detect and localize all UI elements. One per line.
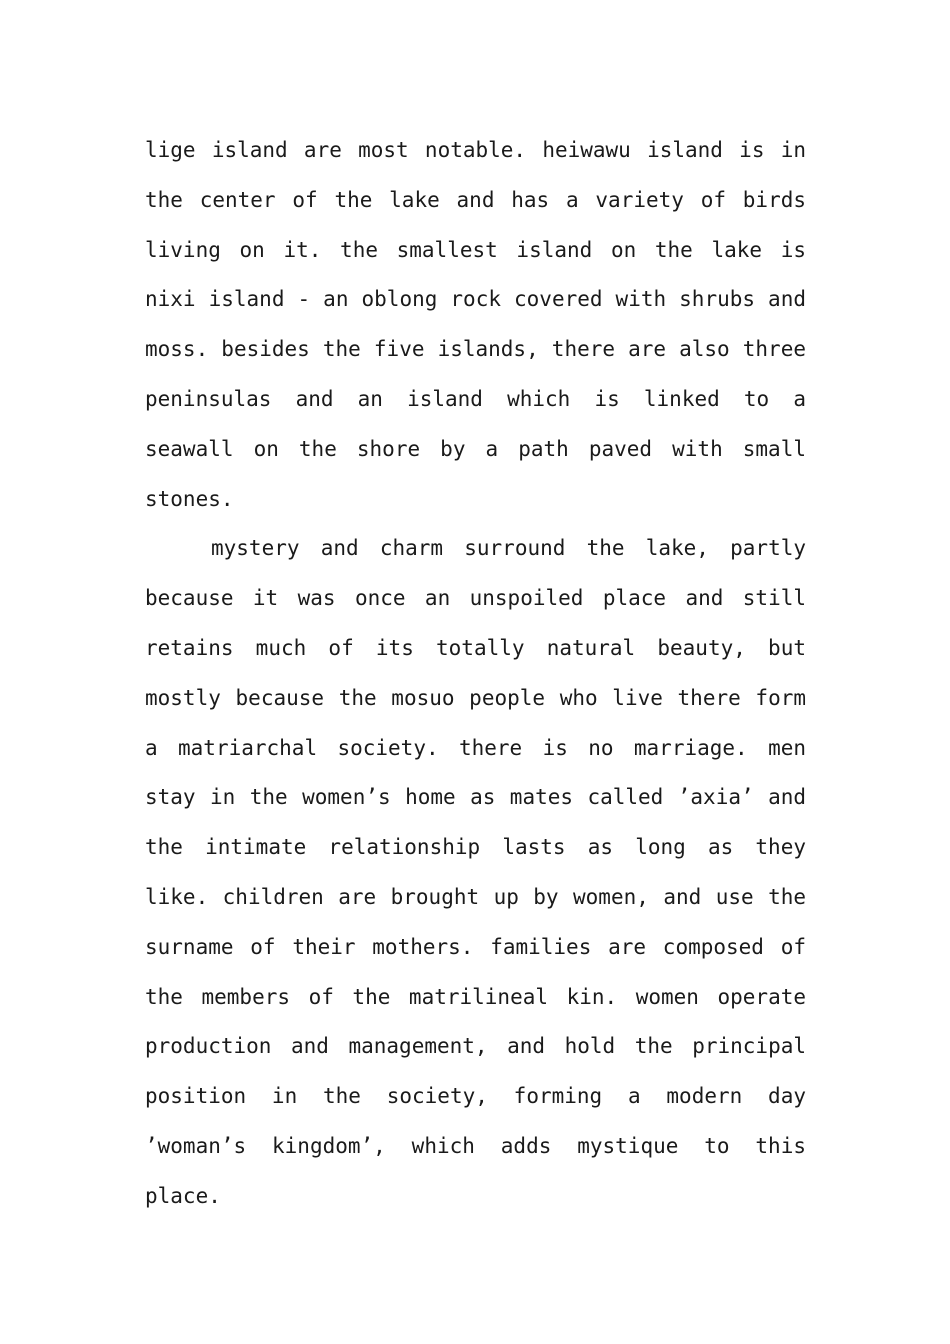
- paragraph-islands: lige island are most notable. heiwawu island is in the center of the lake and has a variety of birds living on it. the smallest island on the lake is nixi island - an oblong rock covered with shrubs and moss. besides the five islands, there are also three peninsulas and an island which is linked to a seawall on the shore by a path paved with small stones.: [145, 138, 806, 511]
- body-text: [145, 126, 806, 1222]
- paragraph-mosuo-society: mystery and charm surround the lake, partly because it was once an unspoiled place and still retains much of its totally natural beauty, but mostly because the mosuo people who live there form a matriarchal society. there is no marriage. men stay in the women’s home as mates called ’axia’ and the intimate relationship lasts as long as they like. children are brought up by women, and use the surname of their mothers. families are composed of the members of the matrilineal kin. women operate production and management, and hold the principal position in the society, forming a modern day ’woman’s kingdom’, which adds mystique to this place.: [145, 536, 806, 1208]
